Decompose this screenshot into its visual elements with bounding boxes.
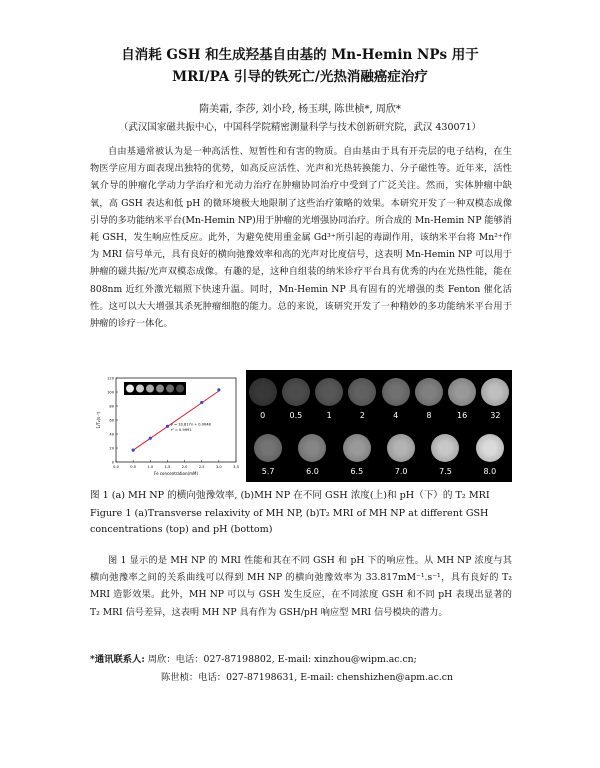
mri-panels: [246, 370, 512, 482]
gsh-label: 32: [490, 411, 501, 420]
gsh-label: 2: [359, 411, 365, 420]
gsh-cell: [412, 370, 445, 426]
gsh-cell: [346, 370, 379, 426]
paper-title-line1: 自消耗 GSH 和生成羟基自由基的 Mn-Hemin NPs 用于: [121, 47, 479, 63]
phantom-disc: [343, 434, 371, 462]
phantom-disc: [415, 378, 443, 406]
ph-label: 7.0: [394, 467, 408, 476]
gsh-cell: [446, 370, 479, 426]
phantom-disc: [431, 434, 459, 462]
data-point: [166, 425, 169, 428]
y-tick-label: 40: [109, 432, 114, 437]
paper-title-line2: MRI/PA 引导的铁死亡/光热消融癌症治疗: [172, 69, 428, 85]
y-tick-label: 80: [109, 404, 114, 409]
fit-equation: y = 33.817x + 0.0048: [170, 422, 211, 427]
ph-cell: [290, 426, 334, 482]
ph-cell: [423, 426, 467, 482]
y-tick-label: 0: [111, 460, 114, 465]
figure-1: [90, 370, 512, 482]
inset-phantom-disc: [126, 385, 134, 393]
inset-phantom-disc: [176, 385, 184, 393]
ph-label: 8.0: [483, 467, 497, 476]
ph-label: 5.7: [261, 467, 275, 476]
results-paragraph: 图 1 显示的是 MH NP 的 MRI 性能和其在不同 GSH 和 pH 下的响应性。从 MH NP 浓度与其横向弛豫率之间的关系曲线可以得到 MH NP 的横向弛豫效率为 33.817mM⁻¹.s⁻¹，具有良好的 T₂ MRI 造影效果。此外，MH NP 可以与 GSH 发生反应，在不同浓度 GSH 和不同 pH 表现出显著的 T₂ MRI 信号差异，这表明 MH NP 具有作为 GSH/pH 响应型 MRI 信号模块的潜力。: [90, 555, 512, 618]
abstract-paragraph: 自由基通常被认为是一种高活性、短暂性和有害的物质。自由基由于具有开壳层的电子结构，在生物医学应用方面表现出独特的优势，如高反应活性、光声和光热转换能力、分子磁性等。近年来，活性氧介导的肿瘤化学动力学治疗和光动力治疗在肿瘤协同治疗中受到了广泛关注。然而，实体肿瘤中缺氧，高 GSH 表达和低 pH 的微环境极大地限制了这些治疗策略的效果。本研究开发了一种双模态成像引导的多功能纳米平台(Mn-Hemin NP)用于肿瘤的光增强协同治疗。所合成的 Mn-Hemin NP 能够消耗 GSH，发生响应性反应。此外，为避免使用重金属 Gd³⁺所引起的毒副作用，该纳米平台将 Mn²⁺作为 MRI 信号单元，具有良好的横向弛豫效率和高的光声对比度信号，这表明 Mn-Hemin NP 可以用于肿瘤的磁共振/光声双模态成像。有趣的是，这种自组装的纳米诊疗平台具有优秀的内在光热性能，能在 808nm 近红外激光辐照下快速升温。同时，Mn-Hemin NP 具有固有的光增强的类 Fenton 催化活性。这可以大大增强其杀死肿瘤细胞的能力。总的来说，该研究开发了一种精妙的多功能纳米平台用于肿瘤的诊疗一体化。: [90, 146, 512, 330]
gsh-label: 0.5: [289, 411, 303, 420]
ph-label: 6.0: [306, 467, 319, 476]
gsh-cell: [379, 370, 412, 426]
gsh-label: 4: [393, 411, 399, 420]
gsh-label: 0: [260, 411, 266, 420]
ph-mri-row: [246, 426, 512, 482]
ph-cell: [246, 426, 290, 482]
contact-line-1: [90, 652, 417, 668]
x-tick-label: 0.0: [113, 465, 119, 469]
ph-cell: [468, 426, 512, 482]
figure-caption-en: Figure 1 (a)Transverse relaxivity of MH NP, (b)T₂ MRI of MH NP at different GSH concentrations (top) and pH (bottom): [90, 508, 489, 535]
data-point: [217, 388, 220, 391]
gsh-label: 8: [426, 411, 432, 420]
phantom-disc: [254, 434, 282, 462]
phantom-disc: [282, 378, 310, 406]
phantom-disc: [476, 434, 504, 462]
ph-label: 7.5: [439, 467, 452, 476]
phantom-disc: [387, 434, 415, 462]
phantom-disc: [448, 378, 476, 406]
contact-label: *通讯联系人:: [90, 654, 145, 665]
x-tick-label: 2.5: [198, 465, 205, 469]
inset-phantom-disc: [166, 385, 174, 393]
x-tick-label: 3.5: [233, 465, 239, 469]
phantom-disc: [348, 378, 376, 406]
x-tick-label: 2.0: [181, 465, 188, 469]
inset-phantom-disc: [156, 385, 164, 393]
data-point: [149, 437, 152, 440]
inset-phantom-disc: [146, 385, 154, 393]
ph-cell: [379, 426, 423, 482]
x-tick-label: 1.0: [147, 465, 154, 469]
figure-caption-cn: 图 1 (a) MH NP 的横向弛豫效率, (b)MH NP 在不同 GSH 浓度(上)和 pH（下）的 T₂ MRI: [90, 490, 490, 501]
gsh-cell: [313, 370, 346, 426]
gsh-label: 1: [326, 411, 332, 420]
gsh-mri-row: [246, 370, 512, 426]
relaxivity-chart: [90, 370, 244, 482]
contact-chen: 陈世桢：电话：027-87198631, E-mail: chenshizhen@apm.ac.cn: [161, 672, 453, 683]
fit-r2: r² = 0.9991: [170, 428, 192, 433]
phantom-disc: [315, 378, 343, 406]
phantom-disc: [481, 378, 509, 406]
ph-cell: [335, 426, 379, 482]
contact-zhou: 周欣：电话：027-87198802, E-mail: xinzhou@wipm.ac.cn;: [147, 654, 417, 665]
x-tick-label: 1.5: [164, 465, 171, 469]
inset-phantom-disc: [136, 385, 144, 393]
x-tick-label: 0.5: [130, 465, 137, 469]
phantom-disc: [249, 378, 277, 406]
data-point: [132, 449, 135, 452]
y-tick-label: 60: [109, 418, 114, 423]
x-tick-label: 3.0: [215, 465, 222, 469]
gsh-cell: [479, 370, 512, 426]
y-tick-label: 100: [107, 390, 114, 395]
x-axis-label: Fe concentration(mM): [154, 471, 198, 476]
phantom-disc: [298, 434, 326, 462]
phantom-disc: [382, 378, 410, 406]
gsh-cell: [246, 370, 279, 426]
gsh-cell: [279, 370, 312, 426]
ph-label: 6.5: [350, 467, 364, 476]
authors: 隋美霜, 李莎, 刘小玲, 杨玉琪, 陈世桢*, 周欣*: [199, 104, 401, 115]
affiliation: （武汉国家磁共振中心，中国科学院精密测量科学与技术创新研究院，武汉 430071）: [118, 122, 482, 133]
gsh-label: 16: [457, 411, 468, 420]
y-axis-label: 1/T₂(s⁻¹): [96, 411, 101, 429]
y-tick-label: 120: [107, 376, 114, 381]
data-point: [200, 401, 203, 404]
y-tick-label: 20: [109, 446, 114, 451]
